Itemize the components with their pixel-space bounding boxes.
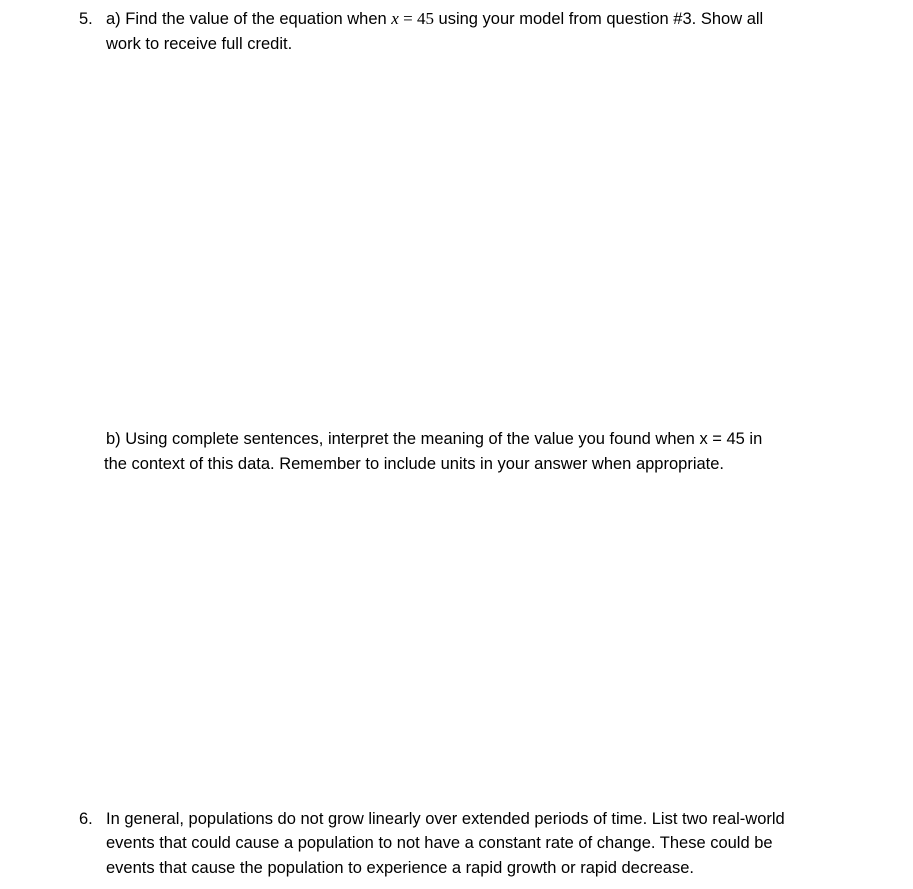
question-6-line-1: In general, populations do not grow linearly over extended periods of time. List two real-world: [106, 810, 785, 828]
question-5a-text-before-math: Find the value of the equation when: [125, 10, 392, 28]
question-5a-line-2: work to receive full credit.: [106, 35, 293, 53]
question-5b-line-1: b) Using complete sentences, interpret the meaning of the value you found when x = 45 in: [106, 430, 763, 448]
question-6-line-2: events that could cause a population to not have a constant rate of change. These could be: [106, 834, 773, 852]
question-6-number: 6.: [79, 810, 93, 828]
question-5a-line-1: [106, 7, 763, 31]
math-value-45: 45: [416, 9, 434, 28]
math-equals: =: [398, 9, 417, 28]
question-5-number: 5.: [79, 10, 93, 28]
question-5b-line-2: the context of this data. Remember to include units in your answer when appropriate.: [104, 455, 725, 473]
question-5a-label: a): [106, 10, 121, 28]
question-6-line-3: events that cause the population to experience a rapid growth or rapid decrease.: [106, 859, 694, 877]
question-5a-text-after-math: using your model from question #3. Show all: [433, 10, 764, 28]
math-variable-x: x: [391, 9, 399, 28]
